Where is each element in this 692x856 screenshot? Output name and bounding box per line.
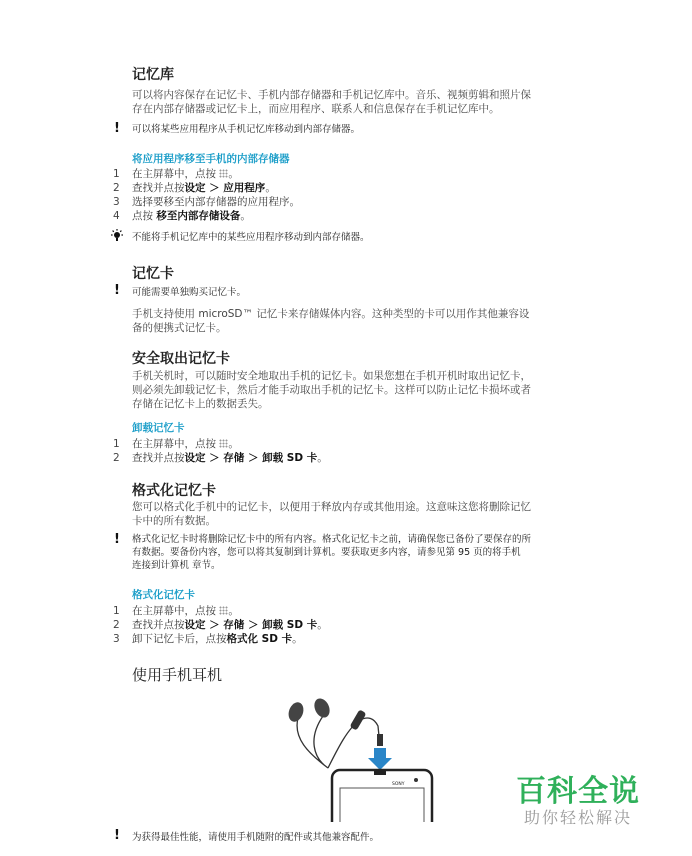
step-number: 2 (113, 452, 120, 464)
watermark-title: 百科全说 (516, 774, 640, 809)
step-number: 2 (113, 182, 120, 194)
format-paragraph-line: 您可以格式化手机中的记忆卡，以便用于释放内存或其他用途。这意味这您将删除记忆 (132, 501, 531, 513)
memory-paragraph-line: 存在内部存储器或记忆卡上，而应用程序、联系人和信息保存在手机记忆库中。 (132, 103, 500, 115)
step-number: 1 (113, 438, 120, 450)
memory-step (113, 167, 239, 181)
section-title-format: 格式化记忆卡 (132, 483, 216, 499)
memory-step (113, 195, 300, 209)
step-number: 4 (113, 210, 120, 222)
format-note-line: 有数据。要备份内容，您可以将其复制到计算机。要获取更多内容，请参见第 95 页的将手机 (132, 547, 521, 558)
phone-brand-label: SONY (392, 782, 405, 787)
step-number: 3 (113, 633, 120, 645)
step-number: 1 (113, 605, 120, 617)
card-paragraph-line: 手机支持使用 microSD™ 记忆卡来存储媒体内容。这种类型的卡可以用作其他兼容设 (132, 308, 530, 320)
step-text: 在主屏幕中，点按 (132, 168, 220, 180)
step-text-end: 。 (228, 605, 239, 617)
step-text-end: 。 (317, 619, 328, 631)
step-number: 2 (113, 619, 120, 631)
step-text-end: 。 (292, 633, 303, 645)
exclamation-icon: ! (114, 121, 120, 136)
card-paragraph-line: 备的便携式记忆卡。 (132, 322, 227, 334)
step-text: 查找并点按 (132, 619, 185, 631)
headset-illustration (268, 688, 448, 822)
exclamation-icon: ! (114, 828, 120, 843)
step-bold-text: 格式化 SD 卡 (226, 633, 293, 645)
step-text: 卸下记忆卡后，点按 (132, 633, 227, 645)
memory-step (113, 209, 251, 223)
step-text: 点按 (132, 210, 157, 222)
format-paragraph-line: 卡中的所有数据。 (132, 515, 216, 527)
section-title-headset: 使用手机耳机 (132, 666, 223, 684)
step-text-end: 。 (228, 438, 239, 450)
step-text: 查找并点按 (132, 452, 185, 464)
memory-paragraph-line: 可以将内容保存在记忆卡、手机内部存储器和手机记忆库中。音乐、视频剪辑和照片保 (132, 89, 531, 101)
app-grid-icon (219, 169, 228, 178)
safe-step (113, 437, 239, 451)
format-paragraph (132, 500, 580, 528)
app-grid-icon (219, 606, 228, 615)
step-text: 在主屏幕中，点按 (132, 438, 220, 450)
memory-note: 可以将某些应用程序从手机记忆库移动到内部存储器。 (132, 124, 361, 135)
safe-paragraph-line: 手机关机时，可以随时安全地取出手机的记忆卡。如果您想在手机开机时取出记忆卡， (132, 370, 531, 382)
watermark-subtitle: 助你轻松解决 (524, 808, 633, 827)
step-text: 选择要移至内部存储器的应用程序。 (132, 196, 300, 208)
format-subheading: 格式化记忆卡 (132, 589, 195, 601)
step-bold-text: 设定 ＞ 存储 ＞ 卸载 SD 卡 (184, 452, 318, 464)
step-bold-text: 设定 ＞ 应用程序 (184, 182, 266, 194)
section-title-card: 记忆卡 (132, 266, 174, 282)
lightbulb-icon (110, 229, 124, 243)
format-note-line: 格式化记忆卡时将删除记忆卡中的所有内容。格式化记忆卡之前，请确保您已备份了要保存的所 (132, 534, 532, 545)
step-number: 1 (113, 168, 120, 180)
format-note (132, 533, 572, 572)
format-step (113, 618, 328, 632)
step-text: 查找并点按 (132, 182, 185, 194)
memory-paragraph (132, 88, 580, 116)
step-bold-text: 移至内部存储设备 (156, 210, 241, 222)
safe-subheading: 卸载记忆卡 (132, 422, 185, 434)
app-grid-icon (219, 439, 228, 448)
card-paragraph (132, 307, 580, 335)
safe-paragraph-line: 则必须先卸载记忆卡，然后才能手动取出手机的记忆卡。这样可以防止记忆卡损坏或者 (132, 384, 531, 396)
step-text-end: 。 (317, 452, 328, 464)
format-step (113, 604, 239, 618)
headset-note: 为获得最佳性能，请使用手机随附的配件或其他兼容配件。 (132, 832, 380, 843)
safe-paragraph (132, 369, 580, 411)
memory-subheading: 将应用程序移至手机的内部存储器 (132, 153, 290, 165)
safe-step (113, 451, 328, 465)
step-text-end: 。 (228, 168, 239, 180)
section-title-safe: 安全取出记忆卡 (132, 351, 230, 367)
step-text-end: 。 (240, 210, 251, 222)
safe-paragraph-line: 存储在记忆卡上的数据丢失。 (132, 398, 269, 410)
section-title-memory: 记忆库 (132, 67, 174, 83)
memory-tip: 不能将手机记忆库中的某些应用程序移动到内部存储器。 (132, 232, 370, 243)
card-note: 可能需要单独购买记忆卡。 (132, 287, 247, 298)
step-bold-text: 设定 ＞ 存储 ＞ 卸载 SD 卡 (184, 619, 318, 631)
step-number: 3 (113, 196, 120, 208)
exclamation-icon: ! (114, 283, 120, 298)
step-text-end: 。 (265, 182, 276, 194)
step-text: 在主屏幕中，点按 (132, 605, 220, 617)
exclamation-icon: ! (114, 532, 120, 547)
format-note-line: 连接到计算机 章节。 (132, 560, 221, 571)
memory-step (113, 181, 276, 195)
format-step (113, 632, 303, 646)
